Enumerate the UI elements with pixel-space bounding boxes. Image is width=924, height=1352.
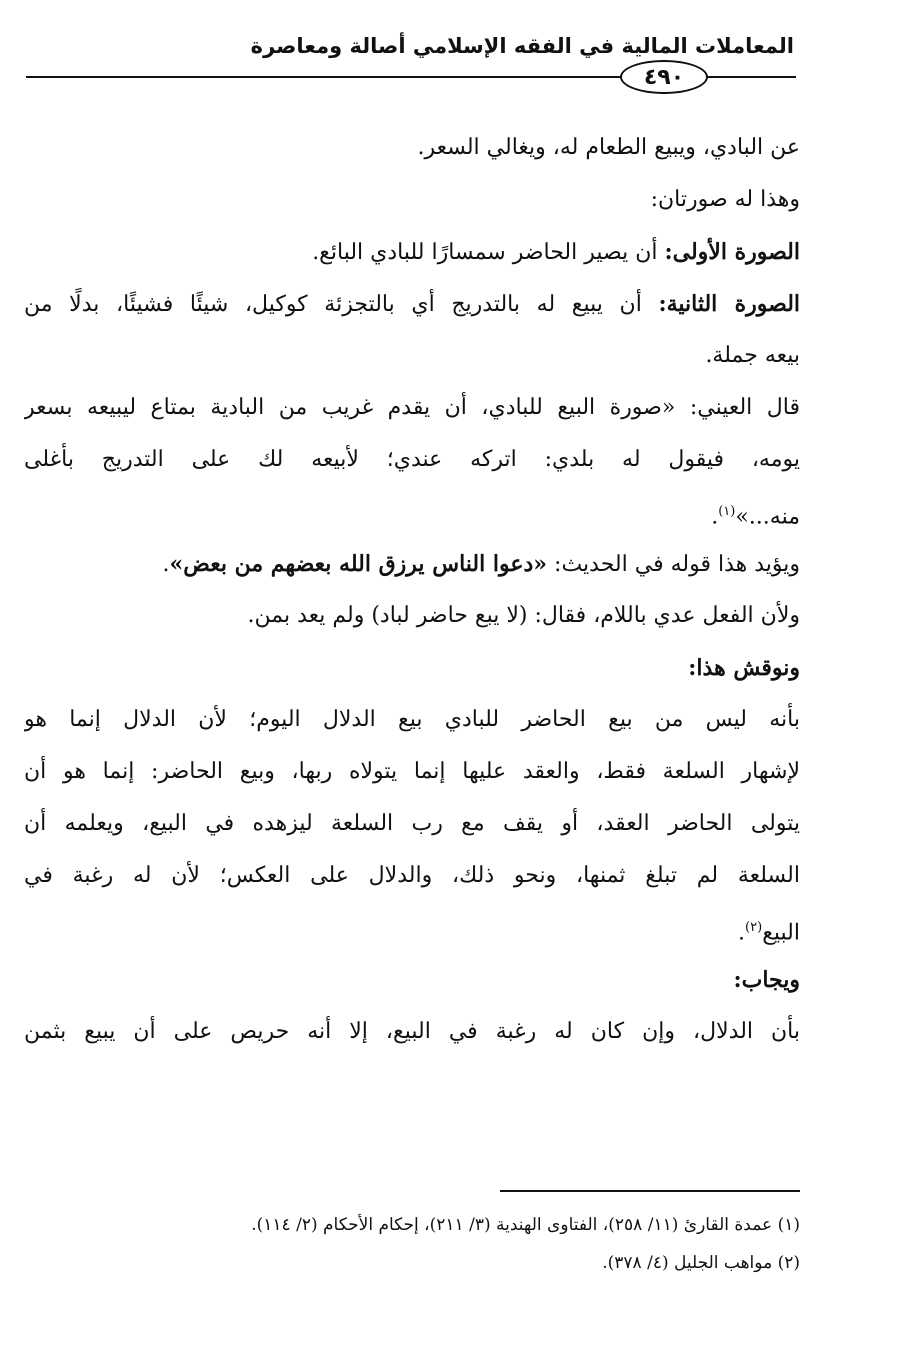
hadith-intro: ويؤيد هذا قوله في الحديث: [547, 552, 800, 577]
text-line [24, 226, 800, 278]
text-line [24, 538, 800, 590]
text-line: بأن الدلال، وإن كان له رغبة في البيع، إلا أنه حريص على أن يبيع بثمن [24, 1019, 800, 1044]
footnotes [24, 1206, 800, 1282]
form-two-label: الصورة الثانية: [658, 291, 800, 317]
period: . [738, 920, 746, 946]
text-line: بأنه ليس من بيع الحاضر للبادي بيع الدلال اليوم؛ لأن الدلال إنما هو [24, 707, 800, 732]
footnote-1: (١) عمدة القارئ (١١/ ٢٥٨)، الفتاوى الهندية (٣/ ٢١١)، إحكام الأحكام (٢/ ١١٤). [251, 1215, 800, 1235]
text-line: يومه، فيقول له بلدي: اتركه عندي؛ لأبيعه لك على التدريج بأغلى [24, 447, 800, 472]
period: . [162, 552, 170, 577]
text-line: بيعه جملة. [705, 343, 800, 368]
hadith-quote: «دعوا الناس يرزق الله بعضهم من بعض» [169, 551, 548, 577]
quote-end: منه...» [735, 504, 800, 530]
text-line [24, 902, 800, 954]
section-heading: ونوقش هذا: [688, 655, 800, 681]
footnote-rule [500, 1190, 800, 1192]
text-line: وهذا له صورتان: [650, 187, 800, 212]
text-word: البيع [762, 920, 800, 946]
form-two-text: أن يبيع له بالتدريج أي بالتجزئة كوكيل، شيئًا فشيئًا، بدلًا من [24, 292, 659, 317]
form-one-text: أن يصير الحاضر سمسارًا للبادي البائع. [312, 240, 665, 265]
text-line: عن البادي، ويبيع الطعام له، ويغالي السعر. [417, 135, 800, 160]
main-text [24, 122, 800, 1058]
text-line: يتولى الحاضر العقد، أو يقف مع رب السلعة ليزهده في البيع، ويعلمه أن [24, 811, 800, 836]
page-number-badge [620, 60, 708, 94]
text-line: قال العيني: «صورة البيع للبادي، أن يقدم غريب من البادية بمتاع ليبيعه بسعر [24, 395, 800, 420]
form-one-label: الصورة الأولى: [664, 239, 800, 265]
footnote-2: (٢) مواهب الجليل (٤/ ٣٧٨). [602, 1253, 800, 1273]
text-line [24, 486, 800, 538]
text-line: ولأن الفعل عدي باللام، فقال: (لا يبع حاضر لباد) ولم يعد بمن. [247, 603, 800, 628]
section-heading: ويجاب: [733, 967, 800, 993]
period: . [711, 504, 719, 530]
running-header-title: المعاملات المالية في الفقه الإسلامي أصالة ومعاصرة [250, 34, 794, 58]
footnote-ref: (١) [718, 504, 736, 519]
page-number: ٤٩٠ [643, 64, 685, 90]
text-line: لإشهار السلعة فقط، والعقد عليها إنما يتولاه ربها، وبيع الحاضر: إنما هو أن [24, 759, 800, 784]
footnote-ref: (٢) [745, 920, 763, 935]
text-line: السلعة لم تبلغ ثمنها، ونحو ذلك، والدلال على العكس؛ لأن له رغبة في [24, 863, 800, 888]
text-line [24, 278, 800, 330]
